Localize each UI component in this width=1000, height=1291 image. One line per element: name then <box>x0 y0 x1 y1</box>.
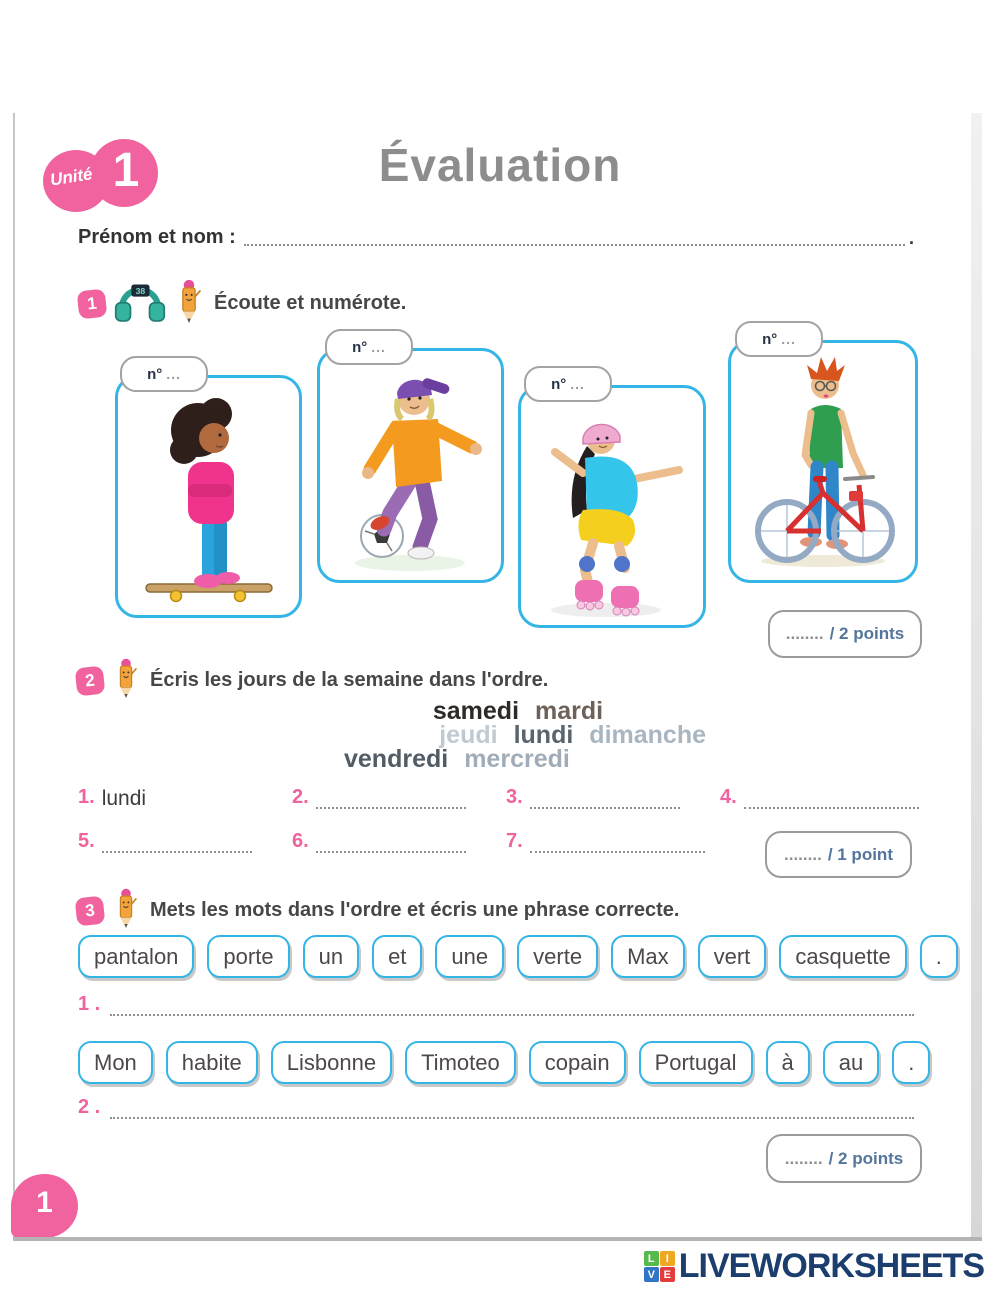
headphones-icon <box>114 278 166 329</box>
word-chip: Lisbonne <box>271 1041 392 1084</box>
activity-card-skateboard <box>115 375 302 618</box>
day-answer-slot <box>78 786 292 809</box>
answer-line[interactable] <box>530 837 705 853</box>
activity-card-rollerblade <box>518 385 706 628</box>
exercise2-instruction: Écris les jours de la semaine dans l'ordre. <box>150 669 549 691</box>
activity-card-bicycle <box>728 340 918 583</box>
day-word: vendredi <box>344 745 449 773</box>
exercise3-instruction: Mets les mots dans l'ordre et écris une phrase correcte. <box>150 899 680 921</box>
days-line <box>318 747 718 771</box>
page-left-edge <box>13 113 15 1237</box>
answer-number: 7. <box>506 830 523 852</box>
logo-letter-square: V <box>644 1267 659 1282</box>
word-chip: habite <box>166 1041 258 1084</box>
answer-number: 4. <box>720 786 737 808</box>
day-word: lundi <box>513 721 574 749</box>
name-answer-line[interactable] <box>244 228 905 246</box>
word-chip: copain <box>529 1041 626 1084</box>
sentence2-label: 2 . <box>78 1096 101 1118</box>
answer-value: lundi <box>101 787 147 810</box>
word-chip: verte <box>517 935 598 978</box>
pencil-character-icon <box>174 279 204 328</box>
day-answer-slot <box>720 786 928 809</box>
ex2-answers-row1 <box>78 786 928 809</box>
word-chip: . <box>892 1041 930 1084</box>
days-line <box>318 723 718 747</box>
day-word: jeudi <box>439 721 498 749</box>
day-answer-slot <box>292 830 506 853</box>
word-chip: porte <box>207 935 289 978</box>
day-word: mardi <box>535 697 604 725</box>
name-field-row <box>78 226 914 249</box>
answer-line[interactable] <box>744 793 919 809</box>
word-chip: au <box>823 1041 879 1084</box>
answer-line[interactable] <box>102 837 252 853</box>
day-word: dimanche <box>589 721 706 749</box>
liveworksheets-logo-text: LIVEWORKSHEETS <box>678 1247 984 1285</box>
day-answer-slot <box>506 786 720 809</box>
sentence1-label: 1 . <box>78 993 101 1015</box>
exercise2-number-badge: 2 <box>75 665 106 696</box>
logo-letter-square: I <box>660 1251 675 1266</box>
exercise2-points-box[interactable]: ........ / 1 point <box>765 831 912 878</box>
football-boy-illustration <box>320 351 501 580</box>
answer-line[interactable] <box>316 793 466 809</box>
answer-number: 3. <box>506 786 523 808</box>
name-field-label: Prénom et nom : <box>78 226 236 248</box>
sentence1-row <box>78 993 914 1016</box>
bicycle-boy-illustration <box>731 343 915 580</box>
page-bottom-edge <box>13 1237 982 1241</box>
word-chip: et <box>372 935 422 978</box>
pencil-character-icon <box>112 658 140 703</box>
number-answer-bubble[interactable]: n° ... <box>120 356 208 392</box>
word-chips-row1 <box>78 935 942 978</box>
word-chip: à <box>766 1041 810 1084</box>
answer-number: 6. <box>292 830 309 852</box>
exercise3-number-badge: 3 <box>75 895 106 926</box>
exercise1-number-badge: 1 <box>77 288 108 319</box>
exercise3-header <box>76 888 679 933</box>
number-answer-bubble[interactable]: n° ... <box>325 329 413 365</box>
word-chip: Timoteo <box>405 1041 516 1084</box>
word-chip: . <box>920 935 958 978</box>
exercise1-instruction: Écoute et numérote. <box>214 292 407 314</box>
skateboard-girl-illustration <box>118 378 299 615</box>
word-chip: un <box>303 935 359 978</box>
day-word: mercredi <box>464 745 570 773</box>
page-number-badge: 1 <box>11 1174 78 1238</box>
unit-number: 1 <box>112 144 140 197</box>
word-chips-row2 <box>78 1041 928 1084</box>
word-chip: une <box>435 935 504 978</box>
day-answer-slot <box>506 830 718 853</box>
word-chip: casquette <box>779 935 906 978</box>
liveworksheets-logo <box>644 1247 984 1286</box>
word-chip: pantalon <box>78 935 194 978</box>
name-line-end: . <box>908 228 914 248</box>
ex2-answers-row2 <box>78 830 718 853</box>
word-chip: vert <box>698 935 767 978</box>
logo-letter-square: L <box>644 1251 659 1266</box>
answer-line[interactable] <box>530 793 680 809</box>
unit-label: Unité <box>48 164 94 190</box>
word-chip: Mon <box>78 1041 153 1084</box>
answer-line[interactable] <box>316 837 466 853</box>
liveworksheets-logo-icon <box>644 1251 675 1282</box>
day-answer-slot <box>292 786 506 809</box>
scrambled-days-block <box>318 699 718 771</box>
number-answer-bubble[interactable]: n° ... <box>524 366 612 402</box>
exercise3-points-box[interactable]: ........ / 2 points <box>766 1134 922 1183</box>
day-word: samedi <box>432 697 520 725</box>
day-answer-slot <box>78 830 292 853</box>
days-line <box>318 699 718 723</box>
rollerblade-girl-illustration <box>521 388 703 625</box>
number-answer-bubble[interactable]: n° ... <box>735 321 823 357</box>
answer-number: 5. <box>78 830 95 852</box>
activity-card-football <box>317 348 504 583</box>
sentence2-answer-line[interactable] <box>110 1102 914 1119</box>
exercise1-points-box[interactable]: ........ / 2 points <box>768 610 922 658</box>
answer-number: 2. <box>292 786 309 808</box>
exercise1-header <box>78 278 406 329</box>
sentence1-answer-line[interactable] <box>110 999 914 1016</box>
word-chip: Max <box>611 935 685 978</box>
pencil-character-icon <box>112 888 140 933</box>
sentence2-row <box>78 1096 914 1119</box>
page-right-edge <box>971 113 982 1237</box>
answer-number: 1. <box>78 786 95 808</box>
page-title: Évaluation <box>378 139 622 191</box>
word-chip: Portugal <box>639 1041 753 1084</box>
logo-letter-square: E <box>660 1267 675 1282</box>
svg-text:38: 38 <box>135 286 146 297</box>
